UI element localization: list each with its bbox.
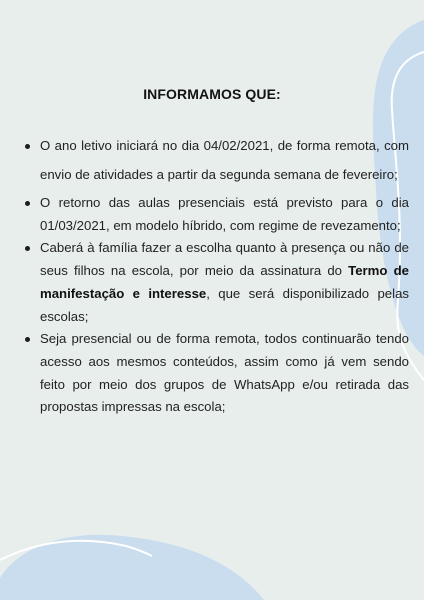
bullet-text: Seja presencial ou de forma remota, todos continuarão tendo acesso aos mesmos conteúdos, assim como já vem sendo feito por meio dos grupos de WhatsApp e/ou retirada das propostas impressas na escola; — [40, 331, 409, 415]
list-item — [24, 328, 409, 419]
bullet-text-end: , que será disponibilizado pelas escolas; — [40, 285, 410, 324]
bullet-text-start: Caberá à família fazer a escolha quanto à presença ou não de seus filhos na escola, por meio da assinatura do — [40, 240, 409, 279]
list-item — [24, 132, 409, 189]
bullet-text: O retorno das aulas presenciais está previsto para o dia 01/03/2021, em modelo híbrido, com regime de revezamento; — [40, 195, 409, 233]
bullet-list — [24, 133, 409, 419]
bold-phrase: Termo de manifestação e interesse — [40, 263, 409, 301]
list-item — [24, 192, 409, 237]
bullet-text: O ano letivo iniciará no dia 04/02/2021, de forma remota, com envio de atividades a partir da segunda semana de fevereiro; — [40, 138, 409, 182]
document-title: INFORMAMOS QUE: — [143, 86, 281, 102]
list-item — [24, 237, 409, 328]
